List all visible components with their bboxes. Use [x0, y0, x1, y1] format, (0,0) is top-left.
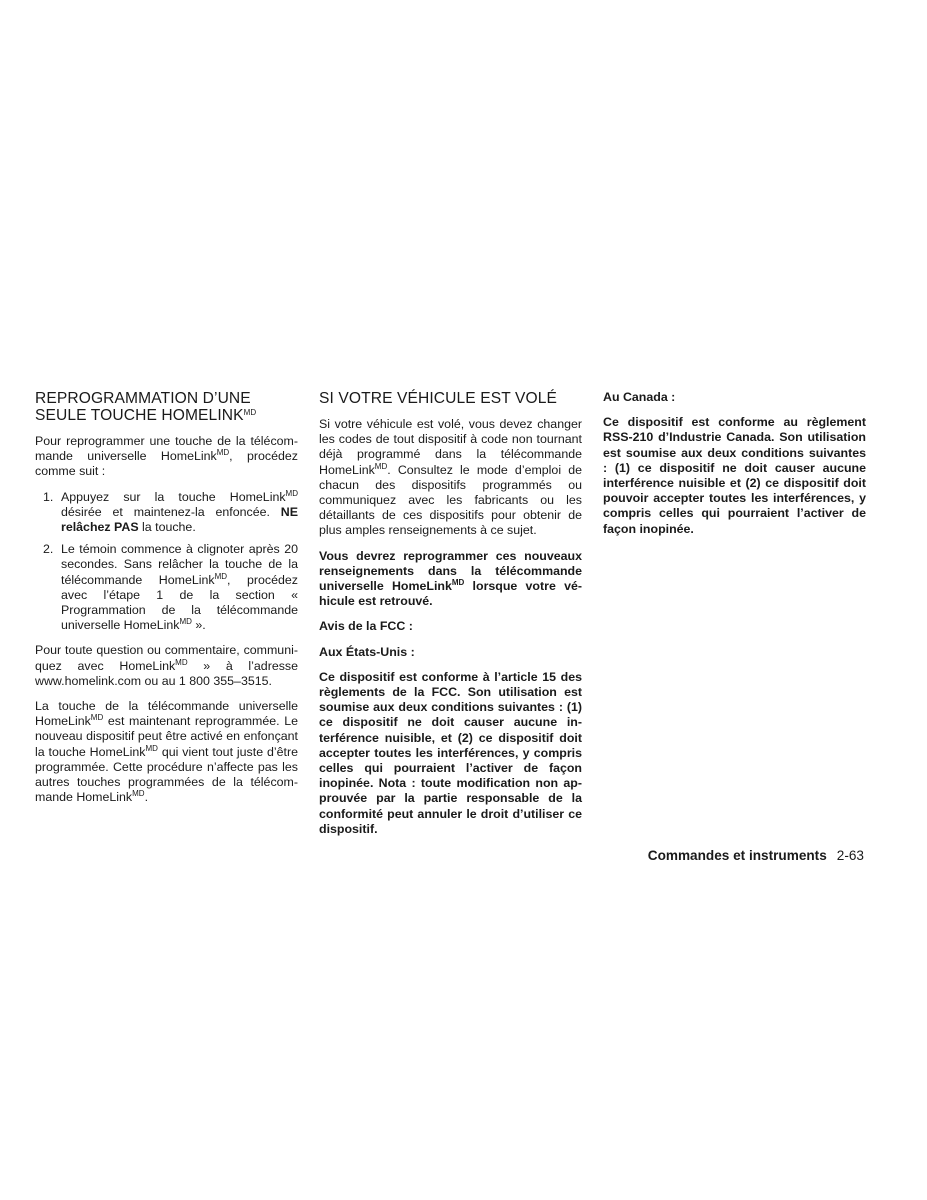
right-column — [603, 390, 866, 547]
intro-paragraph — [35, 434, 298, 480]
superscript-md: MD — [179, 617, 192, 627]
step2-text-a: Le témoin commence à clignoter après 20 secondes. Sans relâcher la touche de la télécommande HomeLink — [61, 542, 298, 587]
note-text-a: La touche de la télécommande universelle HomeLink — [35, 699, 298, 729]
step1-text-b: désirée et maintenez-la enfoncée. — [61, 504, 281, 519]
reprogram-text-a: Vous devrez reprogrammer ces nouveaux renseignements dans la télécommande universelle HomeLink — [319, 548, 582, 594]
step-number: 1. — [43, 489, 54, 504]
section-heading-reprogramming — [35, 390, 298, 424]
middle-column — [319, 390, 582, 847]
page-number: 2-63 — [836, 848, 864, 863]
superscript-md: MD — [451, 578, 465, 588]
note-paragraph — [35, 699, 298, 805]
canada-heading: Au Canada : — [603, 390, 676, 404]
superscript-md: MD — [374, 461, 388, 471]
step2-text-c: ». — [191, 618, 206, 633]
superscript-md: MD — [285, 488, 298, 498]
page-footer — [648, 848, 864, 864]
stolen-text-b: . Consultez le mode d’emploi de chacun des dispositifs programmés ou communiquez avec les fabricants ou les détaillants de ces dispositifs pour obtenir de plus amples renseignements à ce sujet. — [319, 462, 582, 538]
list-item — [35, 490, 298, 536]
stolen-paragraph — [319, 417, 582, 539]
note-text-d: . — [144, 790, 149, 805]
superscript-md: MD — [145, 743, 158, 753]
superscript-md: MD — [132, 789, 145, 799]
step1-emphasis: NE relâchez PAS — [61, 504, 298, 535]
superscript-md: MD — [90, 713, 104, 723]
canada-compliance-text: Ce dispositif est conforme au règlement RSS-210 d’Industrie Canada. Son utilisation est soumise aux deux conditions suivantes : (1) ce dispositif ne doit causer aucune interférence nuisible et (2) ce dispositif doit pouvoir accepter toutes les interférences, y compris celles qui pourraient l’activer de façon inopinée. — [603, 415, 866, 536]
contact-text-b: » à l’adresse www.homelink.com ou au 1 800 355–3515. — [35, 658, 298, 688]
intro-text-a: Pour reprogrammer une touche de la télécommande universelle HomeLink — [35, 434, 298, 464]
superscript-md: MD — [214, 571, 228, 581]
superscript-md: MD — [175, 657, 188, 667]
note-text-c: qui vient tout juste d’être programmée. Cette procédure n’affecte pas les autres touches programmées de la télécommande HomeLink — [35, 744, 298, 805]
us-compliance-text: Ce dispositif est conforme à l’article 15 des règlements de la FCC. Son utilisation est soumise aux deux conditions suivantes : (1) ce dispositif ne doit causer aucune interférence nuisible, et (2) ce dispositif doit accepter toutes les interférences, y compris celles qui pourraient l’activer de façon inopinée. Nota : toute modification non approuvée par la partie responsable de la conformité peut annuler le droit d’utiliser ce dispositif. — [319, 669, 582, 836]
superscript-md: MD — [216, 448, 230, 458]
left-column — [35, 390, 298, 815]
step1-text-c: la touche. — [138, 520, 196, 535]
intro-text-b: , procédez comme suit : — [35, 449, 298, 479]
list-item — [35, 542, 298, 633]
contact-text-a: Pour toute question ou commentaire, communiquez avec HomeLink — [35, 643, 298, 673]
contact-paragraph — [35, 643, 298, 689]
reprogram-text-b: lorsque votre véhicule est retrouvé. — [319, 579, 582, 609]
section-heading-stolen-vehicle: SI VOTRE VÉHICULE EST VOLÉ — [319, 390, 558, 407]
superscript-md: MD — [243, 408, 257, 417]
note-text-b: est maintenant reprogrammée. Le nouveau dispositif peut être activé en enfonçant la touche HomeLink — [35, 714, 298, 759]
steps-list — [35, 490, 298, 634]
step2-text-b: , procédez avec l’étape 1 de la section « Programmation de la télécommande universelle HomeLink — [61, 572, 298, 633]
step1-text-a: Appuyez sur la touche HomeLink — [61, 489, 286, 504]
heading-line-1: REPROGRAMMATION D’UNE — [35, 390, 251, 407]
us-heading: Aux États-Unis : — [319, 644, 415, 659]
fcc-heading: Avis de la FCC : — [319, 619, 413, 634]
reprogram-notice — [319, 549, 582, 610]
footer-section-title: Commandes et instruments — [647, 848, 827, 863]
heading-line-2: SEULE TOUCHE HOMELINK — [35, 407, 244, 424]
stolen-text-a: Si votre véhicule est volé, vous devez changer les codes de tout dispositif à code non tournant déjà programmé dans la télécommande HomeLink — [319, 417, 582, 477]
step-number: 2. — [43, 542, 54, 557]
